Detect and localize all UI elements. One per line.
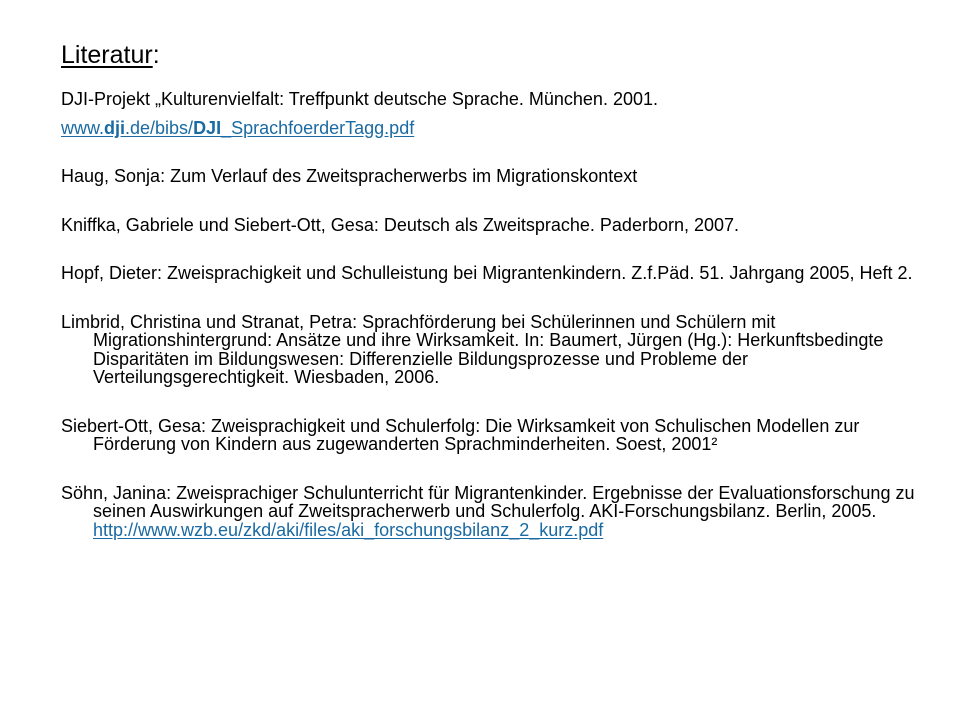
reference-dji: DJI-Projekt „Kulturenvielfalt: Treffpunkt deutsche Sprache. München. 2001.: [61, 89, 658, 109]
wzb-link[interactable]: http://www.wzb.eu/zkd/aki/files/aki_forschungsbilanz_2_kurz.pdf: [93, 519, 604, 540]
reference-siebert-ott: Siebert-Ott, Gesa: Zweisprachigkeit und Schulerfolg: Die Wirksamkeit von Schulischen Modellen zur Förderung von Kindern aus zugewanderten Sprachminderheiten. Soest, 2001²: [61, 415, 860, 454]
reference-hopf: Hopf, Dieter: Zweisprachigkeit und Schulleistung bei Migrantenkindern. Z.f.Päd. 51. Jahrgang 2005, Heft 2.: [61, 263, 913, 283]
dji-link[interactable]: www.dji.de/bibs/DJI_SprachfoerderTagg.pdf: [61, 117, 415, 138]
reference-kniffka: Kniffka, Gabriele und Siebert-Ott, Gesa: Deutsch als Zweitsprache. Paderborn, 2007.: [61, 214, 740, 235]
reference-list: [61, 90, 931, 569]
reference-haug: Haug, Sonja: Zum Verlauf des Zweitspracherwerbs im Migrationskontext: [61, 166, 638, 186]
title-text: Literatur: [61, 41, 153, 69]
page-title: [61, 40, 160, 70]
reference-soehn: [61, 484, 931, 540]
title-colon: :: [152, 41, 160, 69]
reference-dji-link-line: [61, 119, 931, 138]
reference-soehn-text: Söhn, Janina: Zweisprachiger Schulunterricht für Migrantenkinder. Ergebnisse der Evaluationsforschung zu seinen Auswirkungen auf Zweitspracherwerb und Schulerfolg. AKI-Forschungsbilanz. Berlin, 2005.: [61, 482, 915, 521]
reference-limbrid: Limbrid, Christina und Stranat, Petra: Sprachförderung bei Schülerinnen und Schülern mit Migrationshintergrund: Ansätze und ihre Wirksamkeit. In: Baumert, Jürgen (Hg.): Herkunftsbedingte Disparitäten im Bildungswesen: Differenzielle Bildungsprozesse und Probleme der Verteilungsgerechtigkeit. Wiesbaden, 2006.: [61, 311, 884, 387]
